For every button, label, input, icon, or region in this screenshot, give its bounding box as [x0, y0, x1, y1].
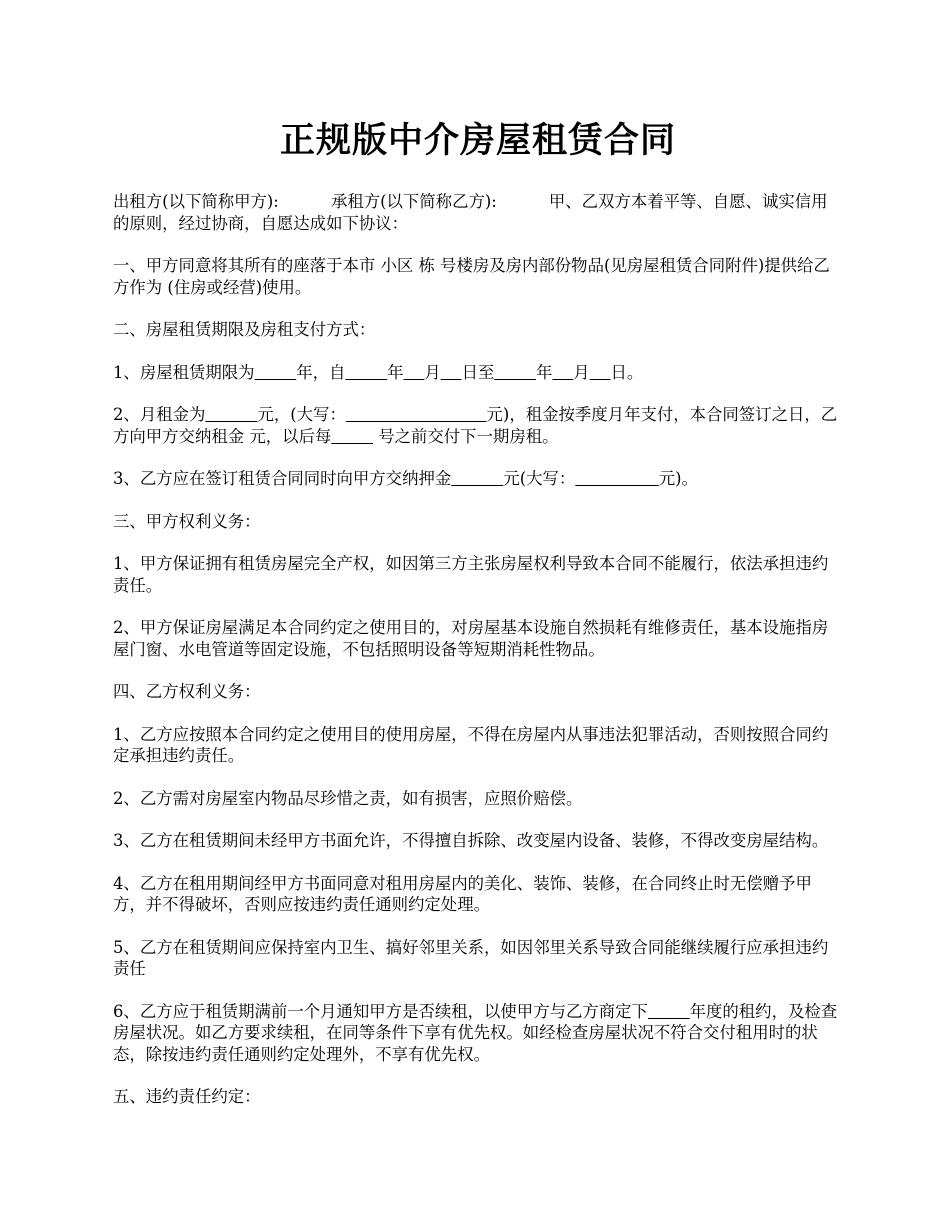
intro-paragraph: [113, 191, 843, 234]
section-2-heading: 二、房屋租赁期限及房租支付方式：: [113, 320, 376, 339]
blank-field: [590, 363, 611, 382]
contract-page: [113, 105, 843, 1129]
lessor-label: 出租方(以下简称甲方):: [113, 192, 279, 211]
clause-2-3: 3、乙方应在签订租赁合同同时向甲方交纳押金 元(大写： 元)。: [113, 469, 698, 488]
clause-4-3: 3、乙方在租赁期间未经甲方书面允许，不得擅自拆除、改变屋内设备、装修，不得改变房屋结构。: [113, 831, 829, 850]
blank-field: [404, 363, 425, 382]
blank-field: [205, 405, 257, 424]
clause-4-2: 2、乙方需对房屋室内物品尽珍惜之责，如有损害，应照价赔偿。: [113, 788, 583, 808]
blank-field: [494, 363, 536, 382]
blank-field: [575, 469, 658, 488]
clause-3-1: 1、甲方保证拥有租赁房屋完全产权，如因第三方主张房屋权利导致本合同不能履行，依法承担违约责任。: [113, 554, 829, 595]
section-5-heading: 五、违约责任约定：: [113, 1087, 261, 1106]
document-title: 正规版中介房屋租赁合同: [279, 120, 676, 161]
blank-field: [552, 363, 573, 382]
intro-text: 甲、乙双方本着平等、自愿、诚实信用的原则，经过协商，自愿达成如下协议：: [113, 192, 828, 233]
clause-3-2: 2、甲方保证房屋满足本合同约定之使用目的，对房屋基本设施自然损耗有维修责任，基本设施指房屋门窗、水电管道等固定设施，不包括照明设备等短期消耗性物品。: [113, 618, 829, 659]
blank-field: [648, 1002, 690, 1021]
section-3-heading: 三、甲方权利义务：: [113, 511, 261, 531]
blank-field: [346, 405, 487, 424]
section-4-heading: 四、乙方权利义务：: [113, 682, 261, 701]
clause-4-1: 1、乙方应按照本合同约定之使用目的使用房屋，不得在房屋内从事违法犯罪活动，否则按照合同约定承担违约责任。: [113, 724, 829, 765]
blank-field: [451, 469, 503, 488]
clause-4-6: 6、乙方应于租赁期满前一个月通知甲方是否续租，以使甲方与乙方商定下 年度的租约，及检查房屋状况。如乙方要求续租，在同等条件下享有优先权。如经检查房屋状况不符合交付租用时的状态，除按违约责任通则约定处理外，不享有优先权。: [113, 1001, 838, 1064]
clause-1: 一、甲方同意将其所有的座落于本市 小区 栋 号楼房及房内部份物品(见房屋租赁合同附件)提供给乙方作为 (住房或经营)使用。: [113, 256, 830, 297]
clause-2-2: 2、月租金为 元，(大写： 元)，租金按季度月年支付，本合同签订之日，乙方向甲方交纳租金 元，以后每 号之前交付下一期房租。: [113, 405, 838, 446]
clause-2-1: 1、房屋租赁期限为 年，自 年 月 日至 年 月 日。: [113, 362, 644, 382]
clause-4-4: 4、乙方在租用期间经甲方书面同意对租用房屋内的美化、装饰、装修，在合同终止时无偿赠予甲方，并不得破坏，否则应按违约责任通则约定处理。: [113, 873, 812, 914]
blank-field: [331, 427, 373, 446]
clause-4-5: 5、乙方在租赁期间应保持室内卫生、搞好邻里关系，如因邻里关系导致合同能继续履行应承担违约责任: [113, 937, 829, 978]
lessee-label: 承租方(以下简称乙方):: [330, 192, 497, 211]
blank-field: [345, 363, 387, 382]
blank-field: [255, 363, 297, 382]
blank-field: [441, 363, 462, 382]
